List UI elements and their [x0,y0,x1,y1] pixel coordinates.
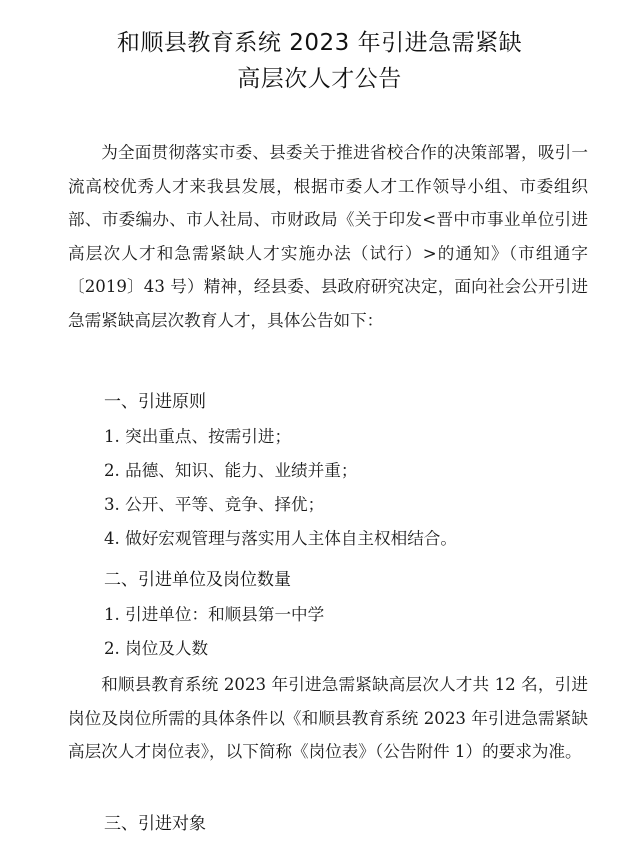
unit-item: 1. 引进单位：和顺县第一中学 [104,605,325,624]
announcement-title-line-1: 和顺县教育系统 2023 年引进急需紧缺 [116,30,523,56]
positions-paragraph: 和顺县教育系统 2023 年引进急需紧缺高层次人才共 12 名，引进岗位及岗位所需的具体条件以《和顺县教育系统 2023 年引进急需紧缺高层次人才岗位表》，以下简称《岗位表》（公告附件 1）的要求为准。 [68,675,588,761]
principle-item-4: 4. 做好宏观管理与落实用人主体自主权相结合。 [104,529,457,548]
positions-label: 2. 岗位及人数 [104,639,209,658]
section-heading-principles: 一、引进原则 [104,392,206,412]
principle-item-1: 1. 突出重点、按需引进； [104,427,292,446]
principle-item-2: 2. 品德、知识、能力、业绩并重； [104,461,358,480]
principle-item-3: 3. 公开、平等、竞争、择优； [104,495,325,514]
intro-paragraph: 为全面贯彻落实市委、县委关于推进省校合作的决策部署，吸引一流高校优秀人才来我县发展，根据市委人才工作领导小组、市委组织部、市委编办、市人社局、市财政局《关于印发<晋中市事业单位引进高层次人才和急需紧缺人才实施办法（试行）>的通知》（市组通字〔2019〕43 号）精神，经县委、县政府研究决定，面向社会公开引进急需紧缺高层次教育人才，具体公告如下： [68,143,588,330]
section-heading-targets: 三、引进对象 [104,814,206,834]
section-heading-units-positions: 二、引进单位及岗位数量 [104,570,291,590]
announcement-title-line-2: 高层次人才公告 [237,66,402,92]
